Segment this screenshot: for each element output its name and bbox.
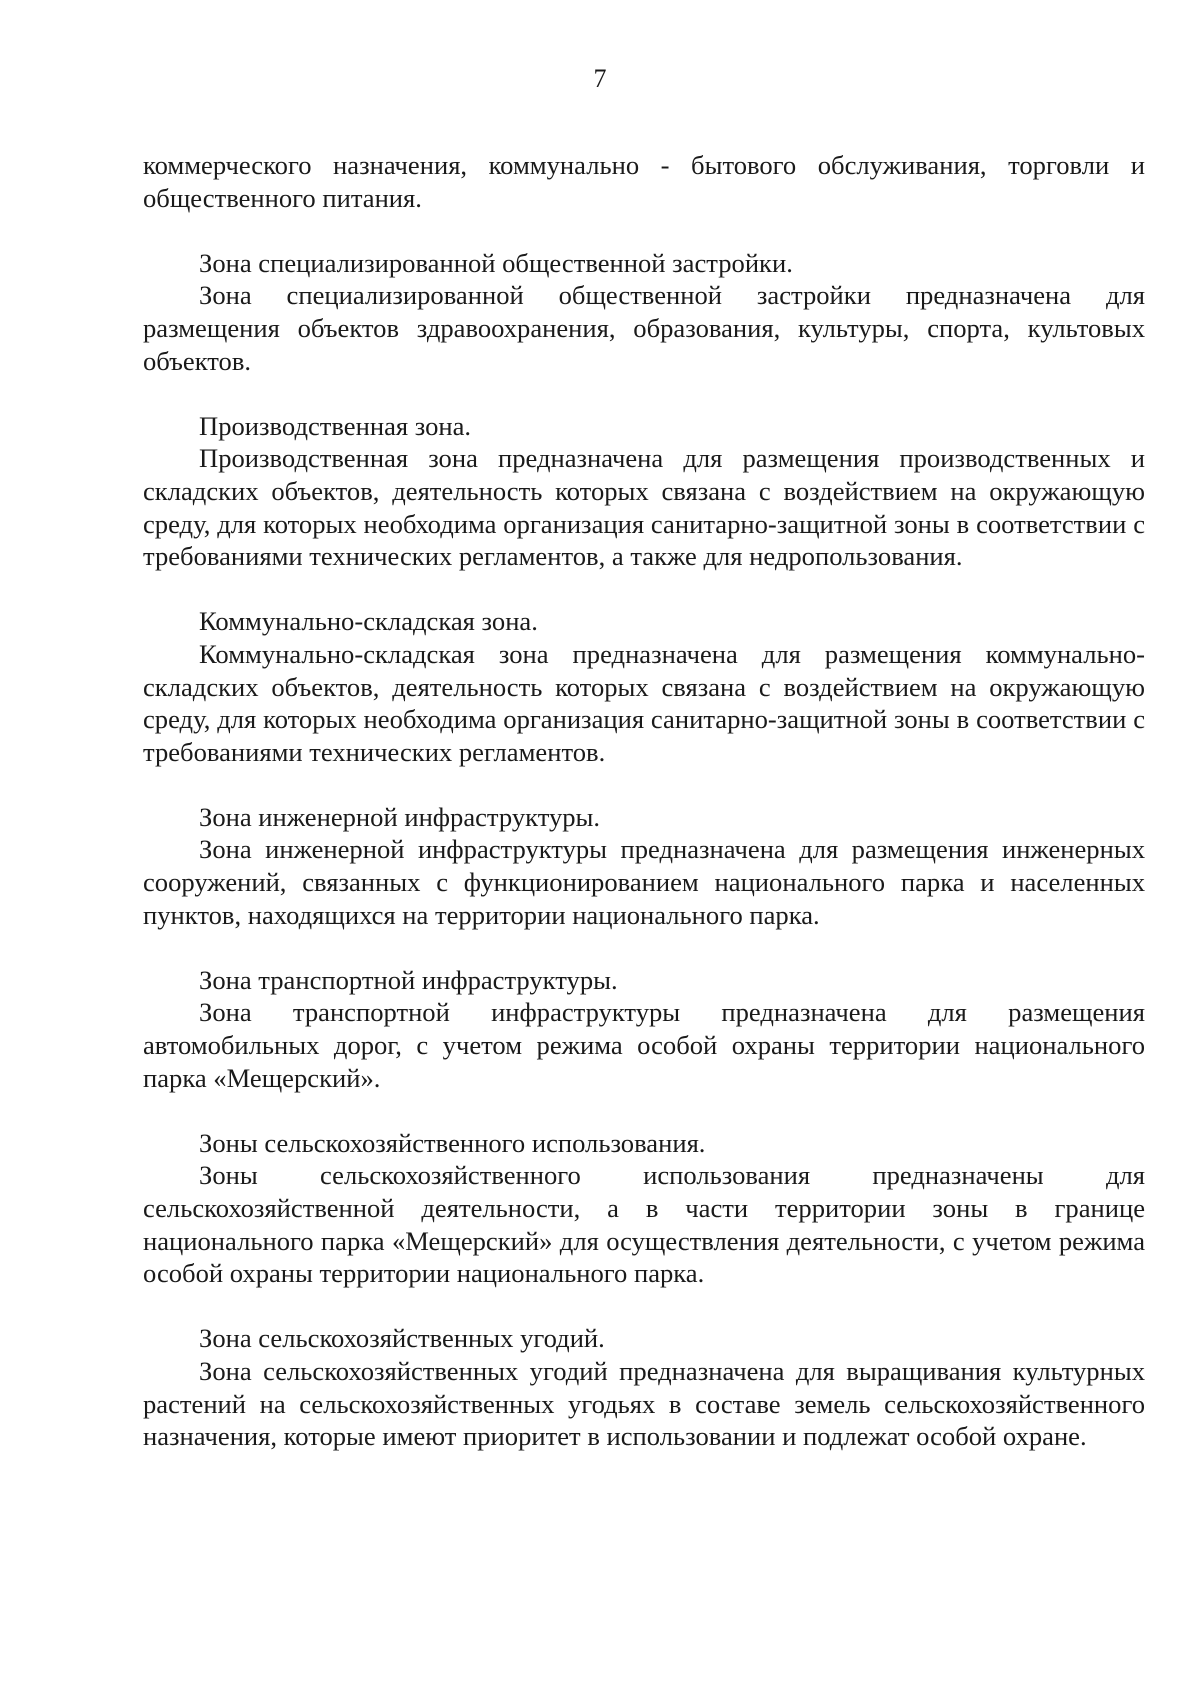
section-transport-infrastructure [143,964,1145,1094]
section-heading: Зона специализированной общественной застройки. [199,247,793,278]
page-number: 7 [593,64,607,93]
section-heading: Зона сельскохозяйственных угодий. [199,1323,605,1354]
section-heading: Зона транспортной инфраструктуры. [199,964,618,995]
section-body: Производственная зона предназначена для размещения производственных и складских объектов, деятельность которых связана с воздействием на окружающую среду, для которых необходима организация санитарно-защитной зоны в соответствии с требованиями технических регламентов, а также для недропользования. [143,443,1145,572]
section-heading: Зоны сельскохозяйственного использования. [199,1127,706,1158]
section-body: Зона сельскохозяйственных угодий предназначена для выращивания культурных растений на сельскохозяйственных угодьях в составе земель сельскохозяйственного назначения, которые имеют приоритет в использовании и подлежат особой охране. [143,1355,1145,1452]
section-heading: Коммунально-складская зона. [199,606,538,637]
section-body: Коммунально-складская зона предназначена для размещения коммунально-складских объектов, деятельность которых связана с воздействием на окружающую среду, для которых необходима организация санитарно-защитной зоны в соответствии с требованиями технических регламентов. [143,638,1145,767]
section-engineering-infrastructure [143,801,1145,931]
section-body: Зона транспортной инфраструктуры предназначена для размещения автомобильных дорог, с учетом режима особой охраны территории национального парка «Мещерский». [143,997,1145,1093]
section-agricultural-use [143,1127,1145,1290]
section-body: Зона инженерной инфраструктуры предназначена для размещения инженерных сооружений, связанных с функционированием национального парка и населенных пунктов, находящихся на территории национального парка. [143,834,1145,930]
section-specialized-public [143,247,1145,377]
section-production [143,410,1145,573]
section-agricultural-land [143,1322,1145,1452]
section-body: Зоны сельскохозяйственного использования предназначены для сельскохозяйственной деятельности, а в части территории зоны в границе национального парка «Мещерский» для осуществления деятельности, с учетом режима особой охраны территории национального парка. [143,1160,1145,1289]
section-heading: Производственная зона. [199,410,472,441]
document-body [143,149,1145,1453]
section-communal-storage [143,605,1145,768]
section-heading: Зона инженерной инфраструктуры. [199,801,601,832]
section-body: Зона специализированной общественной застройки предназначена для размещения объектов здравоохранения, образования, культуры, спорта, культовых объектов. [143,280,1145,376]
intro-paragraph: коммерческого назначения, коммунально - бытового обслуживания, торговли и общественного питания. [143,150,1145,213]
